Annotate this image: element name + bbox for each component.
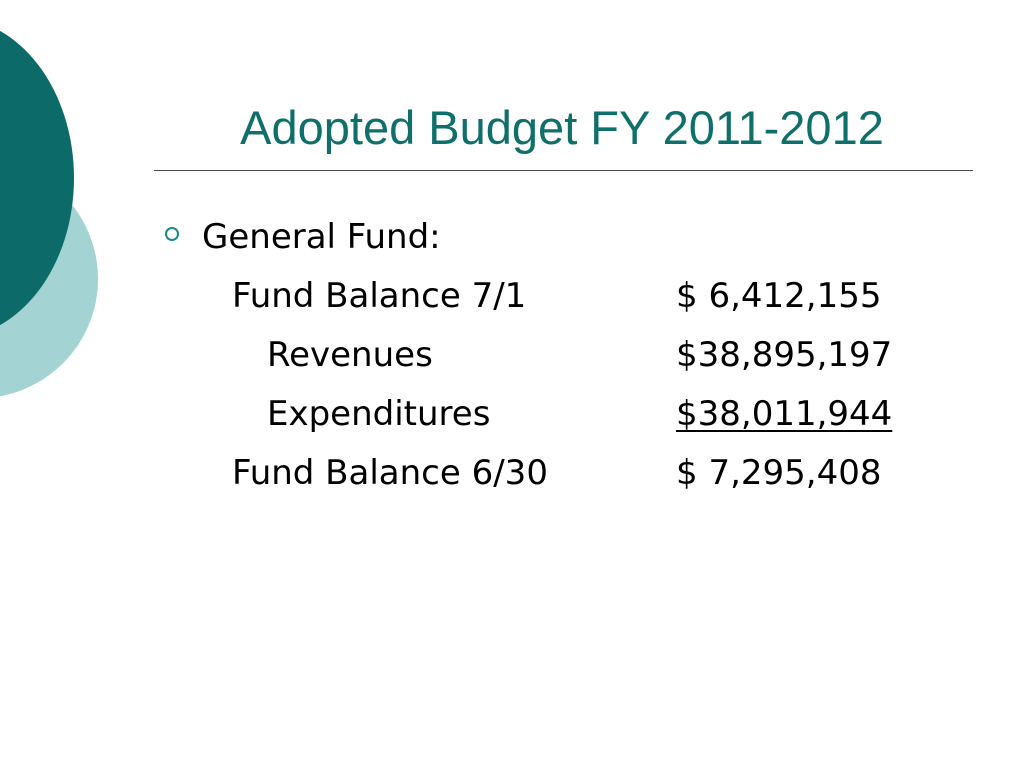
row-value-fund-balance-end: $ 7,295,408 bbox=[676, 453, 882, 493]
title-divider bbox=[154, 170, 973, 171]
row-label-expenditures: Expenditures bbox=[267, 394, 491, 434]
row-label-fund-balance-start: Fund Balance 7/1 bbox=[232, 276, 527, 316]
section-heading: General Fund: bbox=[202, 217, 441, 257]
circle-bullet-icon bbox=[165, 227, 179, 241]
row-value-revenues: $38,895,197 bbox=[676, 335, 893, 375]
row-label-revenues: Revenues bbox=[267, 335, 433, 375]
row-label-fund-balance-end: Fund Balance 6/30 bbox=[232, 453, 548, 493]
slide-title: Adopted Budget FY 2011-2012 bbox=[240, 101, 884, 154]
row-value-expenditures: $38,011,944 bbox=[676, 394, 893, 434]
row-value-fund-balance-start: $ 6,412,155 bbox=[676, 276, 882, 316]
